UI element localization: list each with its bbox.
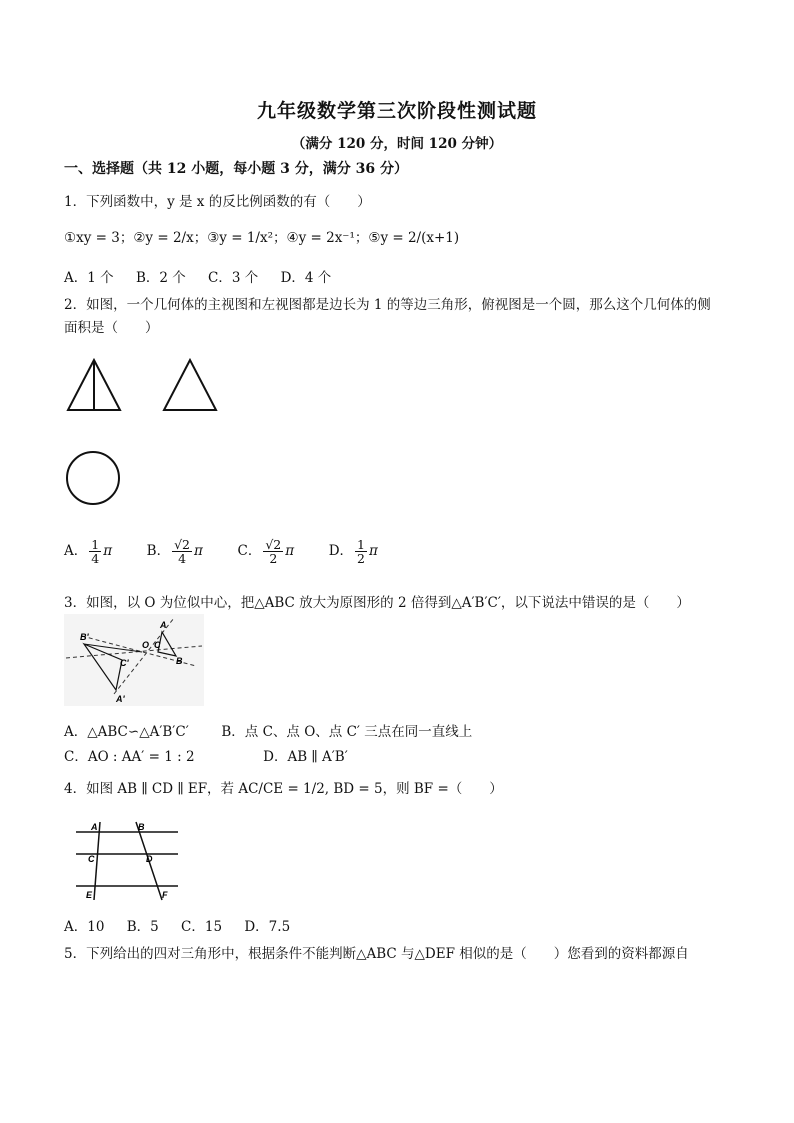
q3-choices-row1	[64, 720, 472, 740]
label-a: A	[91, 822, 98, 832]
q1-choice-c[interactable]: C．3 个	[208, 270, 259, 286]
label-a-prime: A'	[116, 694, 125, 704]
side-view-triangle	[164, 360, 216, 410]
q2-choice-d[interactable]: D． $\frac{1}{2}$ π	[328, 537, 378, 567]
q3-choice-b[interactable]: B．点 C、点 O、点 C′ 三点在同一直线上	[221, 724, 473, 740]
q2-top-view-figure	[64, 448, 124, 508]
q4-choice-a[interactable]: A．10	[64, 919, 105, 935]
q3-choice-c[interactable]: C．AO : AA′ = 1 : 2	[64, 749, 195, 765]
label-c: C	[154, 640, 161, 650]
label-b: B	[176, 656, 183, 666]
page-subtitle: （满分 120 分，时间 120 分钟）	[291, 136, 503, 152]
q3-choice-a[interactable]: A．△ABC∽△A′B′C′	[64, 724, 189, 740]
q4-choice-c[interactable]: C．15	[181, 919, 223, 935]
q1-stem: 1．下列函数中，y 是 x 的反比例函数的有（ ）	[64, 194, 371, 210]
q1-choice-b[interactable]: B．2 个	[135, 270, 186, 286]
q3-homothety-figure	[64, 614, 204, 706]
label-b-prime: B'	[80, 632, 89, 642]
label-b: B	[138, 822, 145, 832]
q1-choice-a[interactable]: A．1 个	[64, 270, 114, 286]
q2-stem-line1: 2．如图，一个几何体的主视图和左视图都是边长为 1 的等边三角形，俯视图是一个圆，那么这个几何体的侧	[64, 297, 711, 313]
label-o: O	[142, 640, 150, 650]
q2-front-view-figure	[64, 356, 234, 416]
q1-choices	[64, 266, 349, 286]
q4-choice-d[interactable]: D．7.5	[244, 919, 291, 935]
q2-choices	[64, 538, 378, 565]
label-c: C	[88, 854, 95, 864]
section-heading: 一、选择题（共 12 小题，每小题 3 分，满分 36 分）	[64, 161, 408, 177]
label-f: F	[162, 890, 168, 900]
q3-choice-d[interactable]: D．AB ∥ A′B′	[263, 749, 348, 765]
label-e: E	[86, 890, 93, 900]
top-view-circle	[67, 452, 119, 504]
q4-choices	[64, 915, 308, 935]
label-d: D	[146, 854, 153, 864]
page-title: 九年级数学第三次阶段性测试题	[256, 100, 537, 122]
q3-choices-row2	[64, 745, 348, 765]
label-c-prime: C'	[120, 658, 129, 668]
q4-choice-b[interactable]: B．5	[126, 919, 159, 935]
q2-choice-c[interactable]: C． $\frac{√2}{2}$ π	[237, 537, 295, 567]
q2-choice-b[interactable]: B． $\frac{√2}{4}$ π	[146, 537, 203, 567]
q1-options-line: ①xy = 3；②y = 2/x；③y = 1/x²；④y = 2x⁻¹；⑤y = 2/(x+1)	[64, 230, 460, 246]
q2-stem-line2: 面积是（ ）	[64, 320, 159, 336]
label-a: A	[160, 620, 167, 630]
q4-stem: 4．如图 AB ∥ CD ∥ EF，若 AC/CE = 1/2, BD = 5，则 BF =（ ）	[64, 781, 503, 797]
q2-choice-a[interactable]: A． $\frac{1}{4}$ π	[64, 537, 113, 567]
transversal-ace	[94, 822, 100, 900]
q3-stem: 3．如图，以 O 为位似中心，把△ABC 放大为原图形的 2 倍得到△A′B′C′，以下说法中错误的是（ ）	[64, 595, 690, 611]
q1-choice-d[interactable]: D．4 个	[280, 270, 332, 286]
q5-stem: 5．下列给出的四对三角形中，根据条件不能判断△ABC 与△DEF 相似的是（ ）您看到的资料都源自	[64, 946, 689, 962]
q4-parallel-lines-figure	[74, 818, 184, 904]
